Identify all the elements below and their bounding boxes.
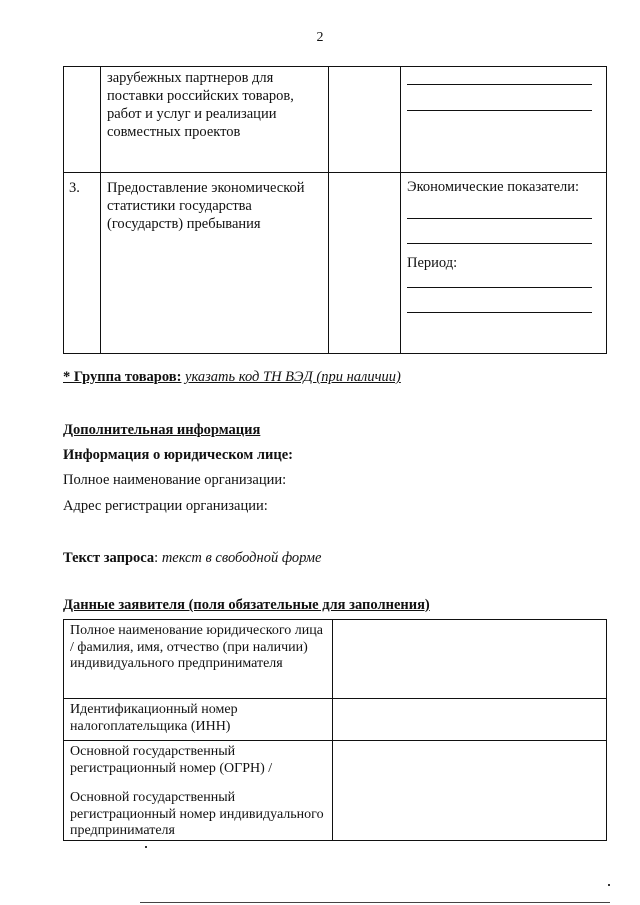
fill-line[interactable] bbox=[407, 85, 592, 111]
applicant-label-cell bbox=[64, 699, 333, 741]
organization-name-label: Полное наименование организации: bbox=[63, 472, 287, 488]
goods-group-note bbox=[63, 369, 401, 386]
applicant-value-cell[interactable] bbox=[333, 699, 607, 741]
applicant-value-cell[interactable] bbox=[333, 741, 607, 841]
goods-group-label: * Группа товаров: bbox=[63, 369, 182, 385]
inn-label: Идентификационный номер налогоплательщика (ИНН) bbox=[70, 702, 238, 734]
row-number: 3. bbox=[69, 180, 80, 196]
legal-entity-heading: Информация о юридическом лице: bbox=[63, 447, 294, 463]
applicant-heading: Данные заявителя (поля обязательные для заполнения) bbox=[63, 597, 430, 613]
additional-info-heading: Дополнительная информация bbox=[63, 422, 261, 438]
fill-line[interactable] bbox=[407, 196, 592, 219]
applicant-label-cell bbox=[64, 620, 333, 699]
table-row bbox=[64, 173, 607, 354]
table-row bbox=[64, 67, 607, 173]
goods-group-instruction: указать код ТН ВЭД (при наличии) bbox=[185, 369, 401, 385]
request-text bbox=[63, 550, 321, 567]
applicant-value-cell[interactable] bbox=[333, 620, 607, 699]
applicant-name-label: Полное наименование юридического лица / фамилия, имя, отчество (при наличии) индивидуального предпринимателя bbox=[70, 623, 323, 671]
request-text-instruction: текст в свободной форме bbox=[161, 550, 322, 566]
fill-line[interactable] bbox=[407, 67, 592, 85]
row-description: зарубежных партнеров для поставки российских товаров, работ и услуг и реализации совместных проектов bbox=[107, 70, 294, 140]
scan-speck bbox=[145, 846, 147, 848]
indicators-label: Экономические показатели: bbox=[407, 179, 580, 195]
ogrn-label: Основной государственный регистрационный номер (ОГРН) / bbox=[70, 744, 273, 776]
row-description-cell bbox=[101, 173, 329, 354]
applicant-table bbox=[63, 619, 607, 841]
period-label: Период: bbox=[407, 255, 458, 271]
row-mark-cell[interactable] bbox=[329, 67, 401, 173]
scan-speck bbox=[608, 884, 610, 886]
row-fill-cell bbox=[401, 67, 607, 173]
ogrnip-label: Основной государственный регистрационный номер индивидуального предпринимателя bbox=[70, 790, 324, 838]
table-row bbox=[64, 620, 607, 699]
row-number-cell bbox=[64, 173, 101, 354]
request-text-colon: : bbox=[154, 550, 159, 566]
row-description-cell bbox=[101, 67, 329, 173]
page-number: 2 bbox=[316, 30, 324, 45]
fill-line[interactable] bbox=[407, 219, 592, 244]
row-number-cell bbox=[64, 67, 101, 173]
table-row bbox=[64, 699, 607, 741]
organization-address-label: Адрес регистрации организации: bbox=[63, 498, 268, 514]
applicant-label-cell bbox=[64, 741, 333, 841]
scan-edge-line bbox=[140, 902, 610, 903]
fill-line[interactable] bbox=[407, 288, 592, 313]
fill-line[interactable] bbox=[407, 272, 592, 288]
table-row bbox=[64, 741, 607, 841]
row-fill-cell bbox=[401, 173, 607, 354]
request-text-label: Текст запроса bbox=[63, 550, 155, 566]
row-description: Предоставление экономической статистики государства (государств) пребывания bbox=[107, 180, 305, 232]
services-table bbox=[63, 66, 607, 354]
row-mark-cell[interactable] bbox=[329, 173, 401, 354]
